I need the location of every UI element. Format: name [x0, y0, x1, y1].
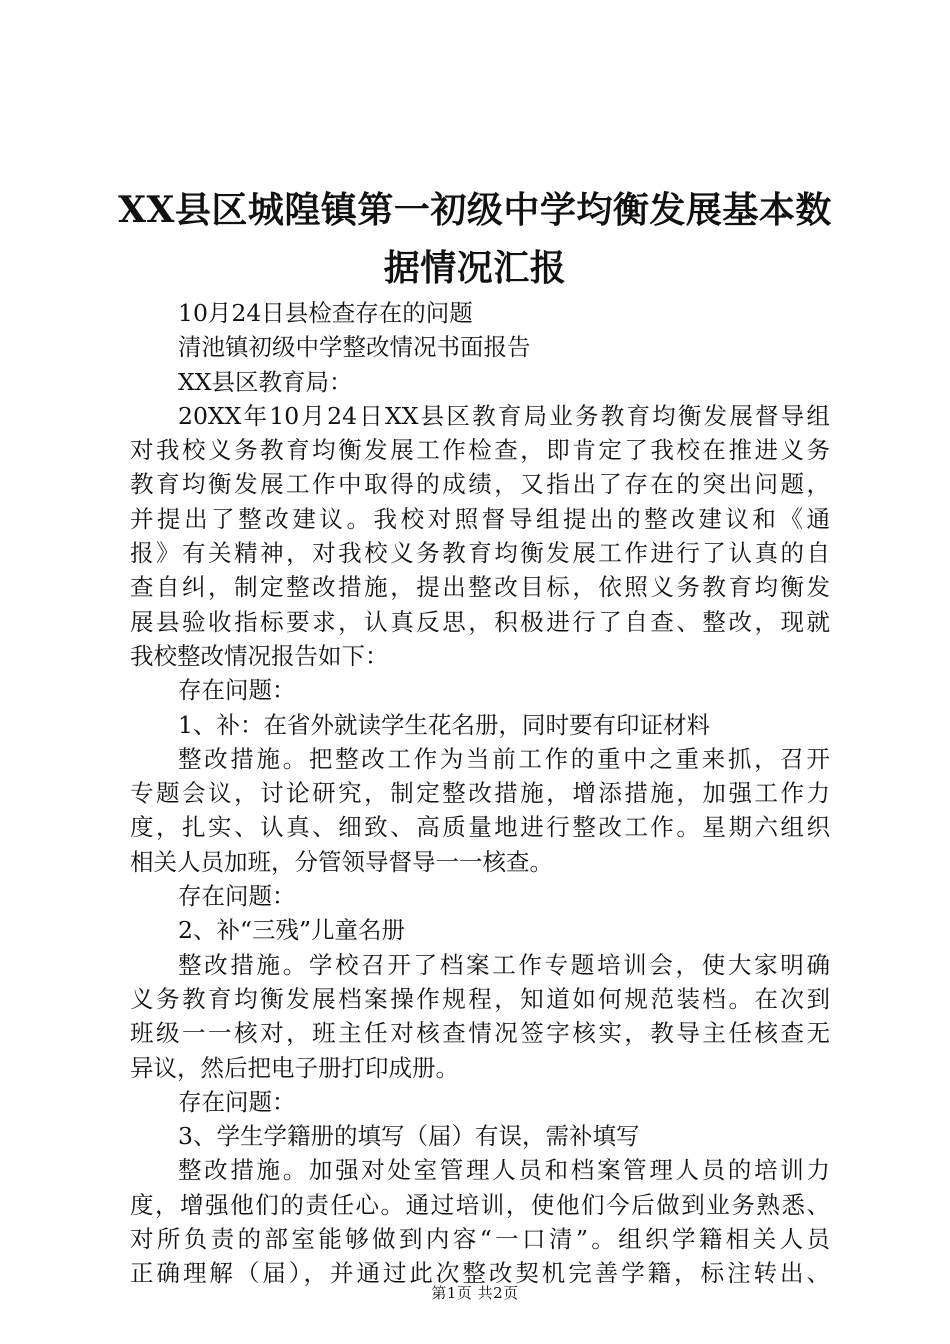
body-line: 报》有关精神，对我校义务教育均衡发展工作进行了认真的自	[130, 539, 830, 568]
body-line: 教育均衡发展工作中取得的成绩，又指出了存在的突出问题，	[130, 470, 830, 499]
body-line: 清池镇初级中学整改情况书面报告	[178, 333, 531, 362]
body-line: 正确理解（届），并通过此次整改契机完善学籍，标注转出、	[130, 1259, 830, 1288]
document-body	[130, 296, 830, 1291]
body-line: 我校整改情况报告如下：	[130, 641, 389, 670]
body-line: 度，增强他们的责任心。通过培训，使他们今后做到业务熟悉、	[130, 1190, 830, 1219]
body-line: 专题会议，讨论研究，制定整改措施，增添措施，加强工作力	[130, 779, 830, 808]
document-title-line-2: 据情况汇报	[383, 247, 567, 289]
body-line: 20XX年10月24日XX县区教育局业务教育均衡发展督导组	[178, 401, 830, 430]
body-line: 整改措施。学校召开了档案工作专题培训会，使大家明确	[178, 950, 830, 979]
body-line: 10月24日县检查存在的问题	[178, 299, 473, 327]
document-title-line-1: XX县区城隍镇第一初级中学均衡发展基本数	[118, 189, 832, 231]
body-line: 对所负责的部室能够做到内容“一口清”。组织学籍相关人员	[130, 1225, 830, 1254]
body-line: 1、补：在省外就读学生花名册，同时要有印证材料	[178, 710, 710, 739]
body-line: 存在问题：	[178, 1087, 296, 1116]
body-line: XX县区教育局：	[178, 367, 353, 396]
body-line: 整改措施。把整改工作为当前工作的重中之重来抓，召开	[178, 744, 830, 773]
body-line: 班级一一核对，班主任对核查情况签字核实，教导主任核查无	[130, 1019, 830, 1048]
body-line: 对我校义务教育均衡发展工作检查，即肯定了我校在推进义务	[130, 436, 830, 465]
body-line: 异议，然后把电子册打印成册。	[130, 1053, 459, 1082]
body-line: 3、学生学籍册的填写（届）有误，需补填写	[178, 1122, 640, 1151]
body-line: 并提出了整改建议。我校对照督导组提出的整改建议和《通	[130, 504, 830, 533]
body-line: 存在问题：	[178, 676, 296, 705]
body-line: 整改措施。加强对处室管理人员和档案管理人员的培训力	[178, 1156, 830, 1185]
body-line: 相关人员加班，分管领导督导一一核查。	[130, 847, 553, 876]
body-line: 2、补“三残”儿童名册	[178, 916, 405, 945]
body-line: 存在问题：	[178, 882, 296, 911]
body-line: 查自纠，制定整改措施，提出整改目标，依照义务教育均衡发	[130, 573, 830, 602]
body-line: 义务教育均衡发展档案操作规程，知道如何规范装档。在次到	[130, 984, 830, 1013]
body-line: 度，扎实、认真、细致、高质量地进行整改工作。星期六组织	[130, 813, 830, 842]
body-line: 展县验收指标要求，认真反思，积极进行了自查、整改，现就	[130, 607, 830, 636]
page-footer: 第1页 共2页	[431, 1284, 519, 1302]
